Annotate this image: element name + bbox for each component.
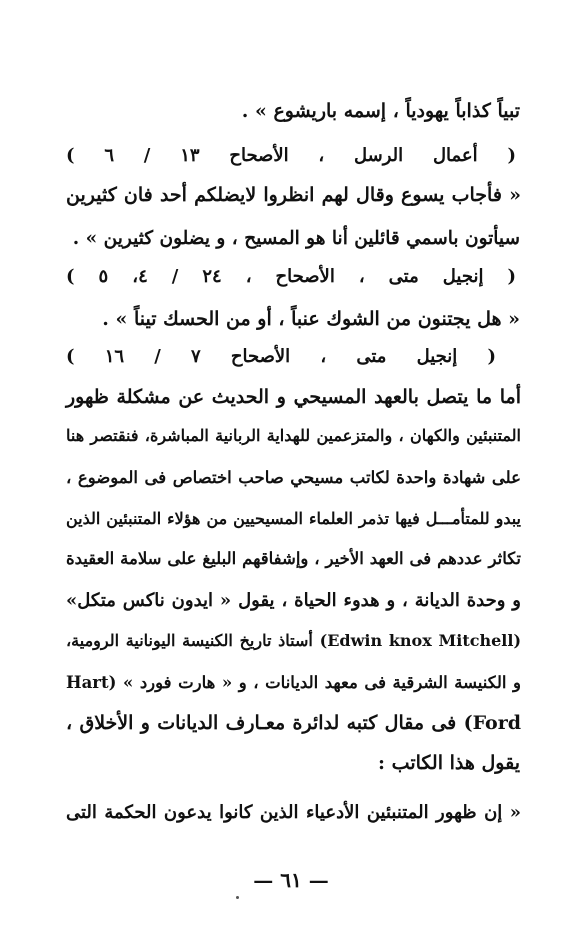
text-line-12: تكاثر عددهم فى العهد الأخير ، وإشفاقهم البليغ على سلامة العقيدة — [66, 549, 521, 568]
page-number: — ٦١ — — [253, 868, 329, 892]
text-line-17: يقول هذا الكاتب : — [378, 752, 520, 774]
text-line-13: و وحدة الديانة ، و هدوء الحياة ، يقول « ايدون ناكس متكل» — [66, 590, 521, 611]
text-line-6: « هل يجتنون من الشوك عنباً ، أو من الحسك تيناً » . — [102, 308, 520, 330]
text-line-8: أما ما يتصل بالعهد المسيحي و الحديث عن مشكلة ظهور — [66, 386, 521, 408]
text-line-4: سيأتون باسمي قائلين أنا هو المسيح ، و يضلون كثيرين » . — [72, 228, 520, 249]
reference-line-2: ( إنجيل متى ، الأصحاح ، ٢٤ / ٤، ٥ ) — [66, 266, 517, 287]
text-line-16: Ford) فى مقال كتبه لدائرة معـارف الديانات و الأخلاق ، — [66, 712, 522, 734]
text-line-15: و الكنيسة الشرقية فى معهد الديانات ، و « هارت فورد » (Hart — [66, 673, 521, 692]
text-line-18: « إن ظهور المتنبئين الأدعياء الذين كانوا يدعون الحكمة التى — [66, 802, 521, 823]
print-speck — [236, 896, 239, 899]
text-line-1: تبياً كذاباً يهودياً ، إسمه باريشوع » . — [241, 100, 520, 122]
text-line-11: يبدو للمتأمـــل فيها تذمر العلماء المسيحيين من هؤلاء المتنبئين الذين — [66, 509, 521, 528]
text-line-9: المتنبئين والكهان ، والمتزعمين للهداية الربانية المباشرة، فنقتصر هنا — [66, 426, 521, 445]
text-line-10: على شهادة واحدة لكاتب مسيحي صاحب اختصاص فى الموضوع ، — [66, 468, 521, 487]
reference-line-1: ( أعمال الرسل ، الأصحاح ١٣ / ٦ ) — [66, 145, 516, 166]
text-line-3: « فأجاب يسوع وقال لهم انظروا لايضلكم أحد فان كثيرين — [66, 184, 521, 206]
text-line-14: (Edwin knox Mitchell) أستاذ تاريخ الكنيسة اليونانية الرومية، — [66, 631, 522, 650]
reference-line-3: ( إنجيل متى ، الأصحاح ٧ / ١٦ ) — [66, 346, 496, 367]
